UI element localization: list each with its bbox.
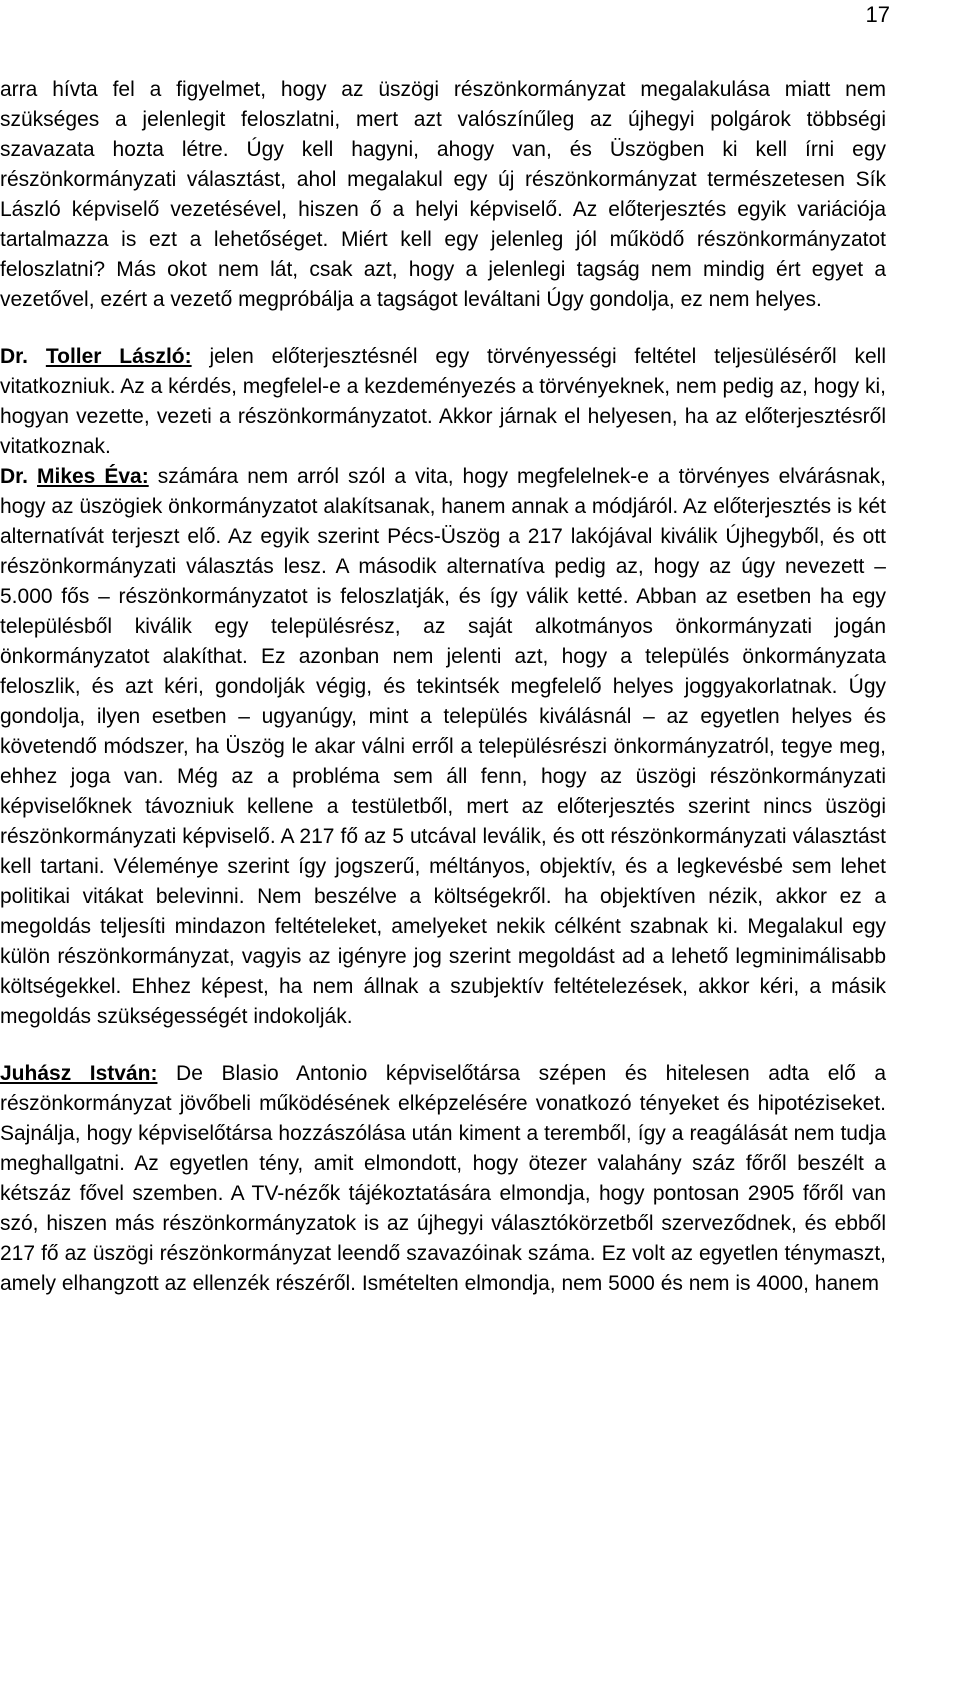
paragraph-toller xyxy=(0,342,886,462)
speaker-name: Mikes Éva: xyxy=(37,465,149,488)
paragraph-text: számára nem arról szól a vita, hogy megfelelnek-e a törvényes elvárásnak, hogy az üszögiek önkormányzatot alakítsanak, hanem annak a módjáról. Az előterjesztés is két alternatívát terjeszt elő. Az egyik szerint Pécs-Üszög a 217 lakójával kiválik Újhegyből, és ott részönkormányzati választás lesz. A második alternatíva pedig az, hogy az úgy nevezett – 5.000 fős – részönkormányzatot is feloszlatják, és így válik ketté. Abban az esetben ha egy településből kiválik egy településrész, az saját alkotmányos önkormányzati jogán önkormányzatot alakíthat. Ez azonban nem jelenti azt, hogy a település önkormányzata feloszlik, és azt kéri, gondolják végig, és tekintsék megfelelő helyes joggyakorlatnak. Úgy gondolja, ilyen esetben – ugyanúgy, mint a település kiválásnál – az egyetlen helyes és követendő módszer, ha Üszög le akar válni erről a településrészi önkormányzatról, tegye meg, ehhez joga van. Még az a probléma sem áll fenn, hogy az üszögi részönkormányzati képviselőknek távozniuk kellene a testületből, mert az előterjesztés szerint nincs üszögi részönkormányzati képviselő. A 217 fő az 5 utcával leválik, és ott részönkormányzati választást kell tartani. Véleménye szerint így jogszerű, méltányos, objektív, és a legkevésbé sem lehet politikai vitákat belevinni. Nem beszélve a költségekről. ha objektíven nézik, akkor ez a megoldás teljesíti mindazon feltételeket, amelyeket nekik célként szabnak ki. Megalakul egy külön részönkormányzat, vagyis az igényre jog szerint megoldást ad a lehető legminimálisabb költségekkel. Ehhez képest, ha nem állnak a szubjektív feltételezések, akkor kéri, a másik megoldás szükségességét indokolják. xyxy=(0,465,886,1028)
speaker-name: Toller László: xyxy=(45,345,192,368)
page-number: 17 xyxy=(865,2,890,27)
paragraph-text: arra hívta fel a figyelmet, hogy az üszögi részönkormányzat megalakulása miatt nem szükséges a jelenlegit feloszlatni, mert azt valószínűleg az újhegyi polgárok többségi szavazata hozta létre. Úgy kell hagyni, ahogy van, és Üszögben ki kell írni egy részönkormányzati választást, ahol megalakul egy új részönkormányzat természetesen Sík László képviselő vezetésével, hiszen ő a helyi képviselő. Az előterjesztés egyik variációja tartalmazza is ezt a lehetőséget. Miért kell egy jelenleg jól működő részönkormányzatot feloszlatni? Más okot nem lát, csak azt, hogy a jelenlegi tagság nem mindig ért egyet a vezetővel, ezért a vezető megpróbálja a tagságot leváltani Úgy gondolja, ez nem helyes. xyxy=(0,78,886,311)
paragraph-text: De Blasio Antonio képviselőtársa szépen és hitelesen adta elő a részönkormányzat jövőbeli működésének elképzelésére vonatkozó tényeket és hipotéziseket. Sajnálja, hogy képviselőtársa hozzászólása után kiment a teremből, így a reagálását nem tudja meghallgatni. Az egyetlen tény, amit elmondott, hogy ötezer valahány száz főről beszélt a kétszáz fővel szemben. A TV-nézők tájékoztatására elmondja, hogy pontosan 2905 főről van szó, hiszen más részönkormányzatok is az újhegyi választókörzetből szerveződnek, és ebből 217 fő az üszögi részönkormányzat leendő szavazóinak száma. Ez volt az egyetlen ténymaszt, amely elhangzott az ellenzék részéről. Ismételten elmondja, nem 5000 és nem is 4000, hanem xyxy=(0,1062,886,1295)
paragraph-gap xyxy=(0,1032,886,1059)
speaker-prefix: Dr. xyxy=(0,465,29,488)
paragraph-mikes xyxy=(0,462,886,1032)
paragraph-continuation xyxy=(0,75,886,315)
speaker-name: Juhász István: xyxy=(0,1062,158,1085)
paragraph-text: jelen előterjesztésnél egy törvényességi feltétel teljesüléséről kell vitatkozniuk. Az a kérdés, megfelel-e a kezdeményezés a törvényeknek, nem pedig az, hogy ki, hogyan vezette, vezeti a részönkormányzatot. Akkor járnak el helyesen, ha az előterjesztésről vitatkoznak. xyxy=(0,345,887,458)
paragraph-juhasz xyxy=(0,1059,886,1299)
paragraph-gap xyxy=(0,315,886,342)
speaker-prefix: Dr. xyxy=(0,345,29,368)
document-body xyxy=(0,75,886,1299)
